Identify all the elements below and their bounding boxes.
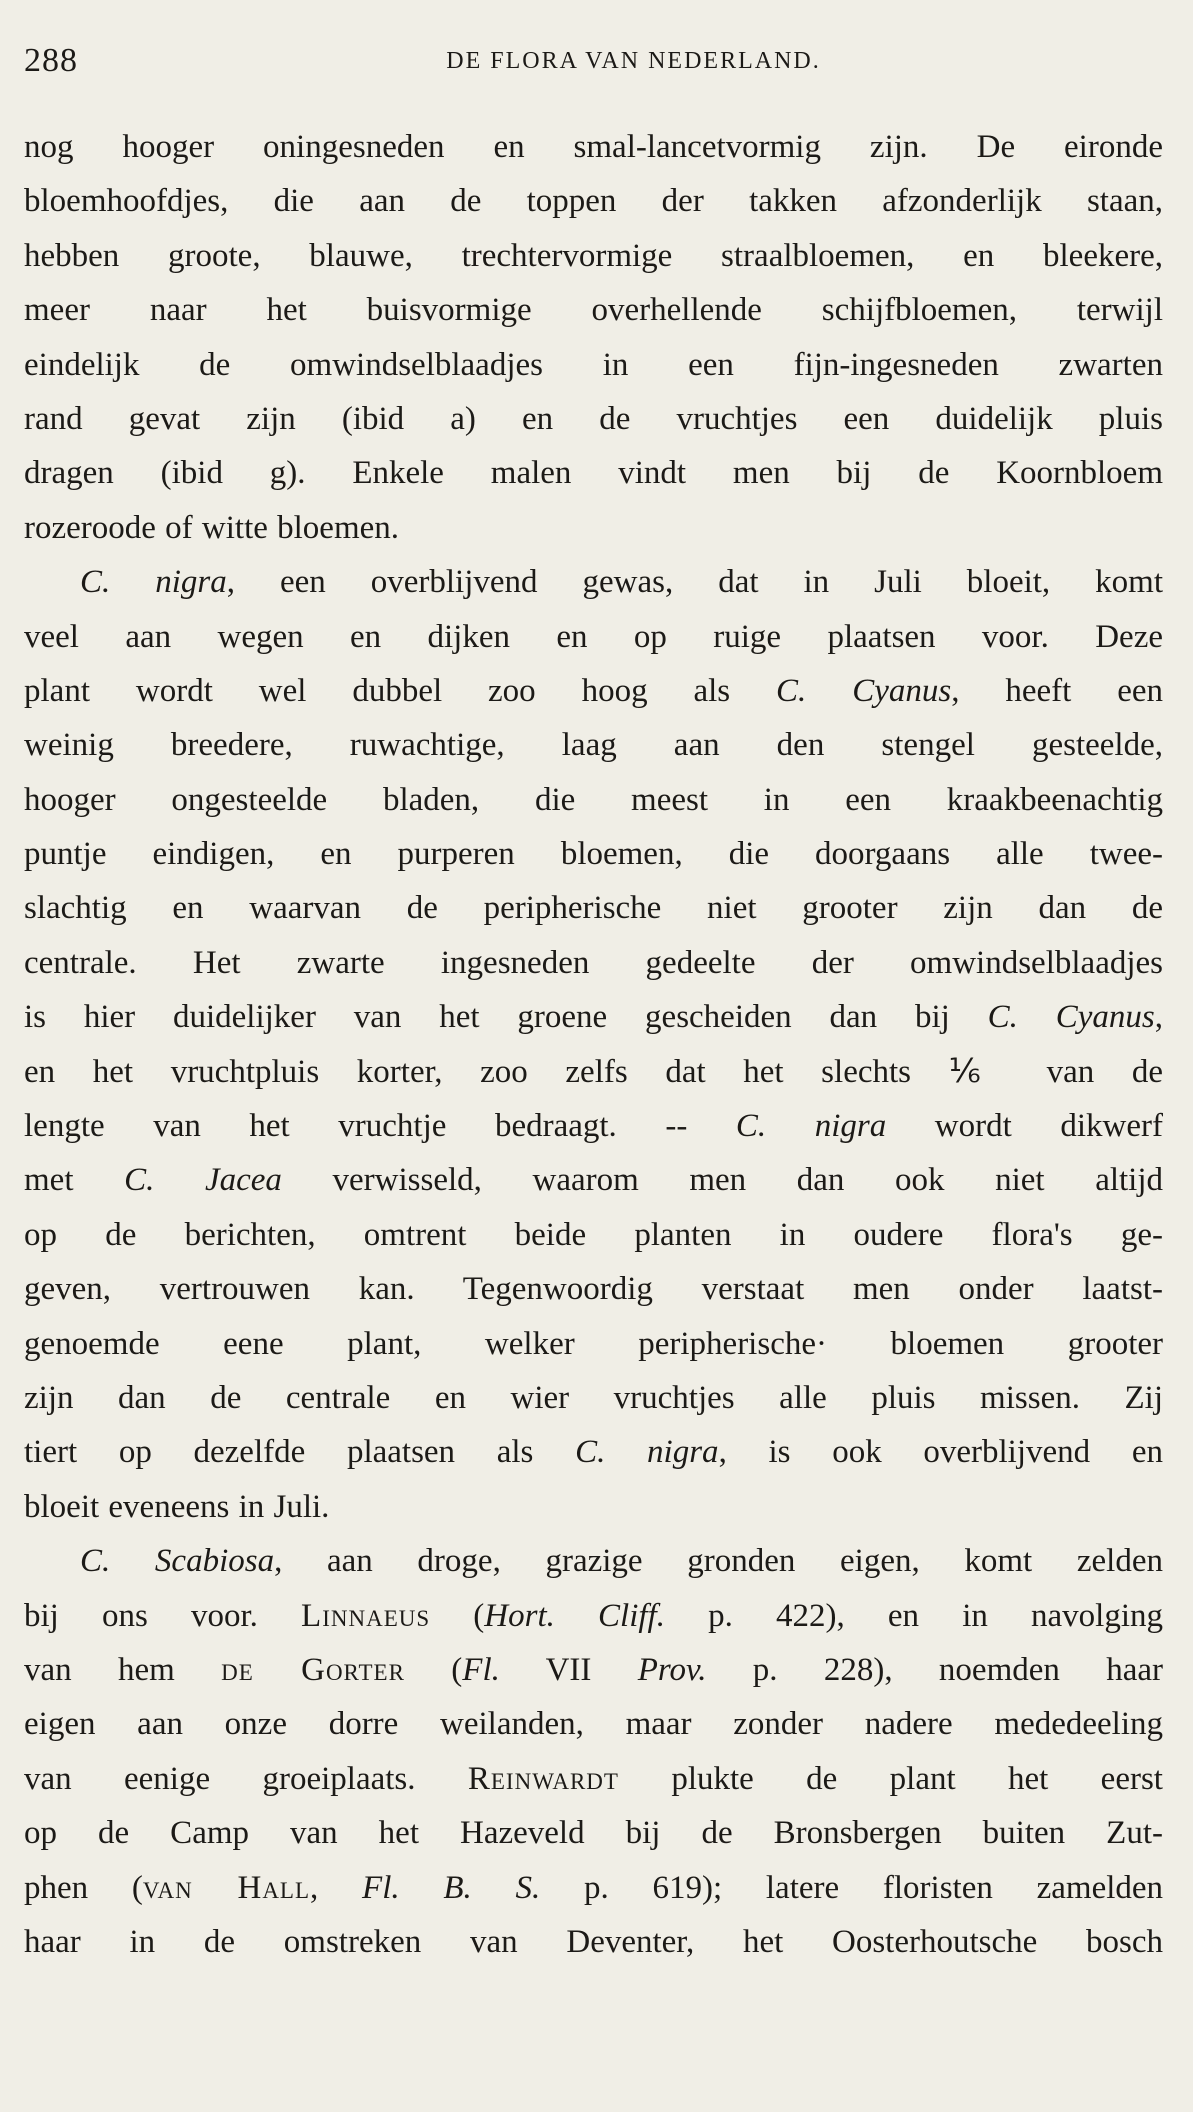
text-line <box>24 229 1163 283</box>
text-segment: VII <box>499 1651 638 1688</box>
text-line <box>24 1861 1163 1915</box>
text-segment: bloeit eveneens in Juli. <box>24 1488 330 1525</box>
text-line <box>24 881 1163 935</box>
text-segment: en het vruchtpluis korter, zoo zelfs dat het slechts ⅙ van de <box>24 1053 1163 1090</box>
text-segment: bij ons voor. <box>24 1597 302 1634</box>
text-segment: plukte de plant het eerst <box>618 1760 1163 1797</box>
text-segment: bloemhoofdjes, die aan de toppen der takken afzonderlijk staan, <box>24 183 1163 220</box>
text-line <box>24 664 1163 718</box>
text-line <box>24 1153 1163 1207</box>
text-segment: verwisseld, waarom men dan ook niet altijd <box>281 1162 1163 1199</box>
italic-text: C. nigra <box>735 1108 887 1145</box>
text-segment: , <box>1154 999 1163 1036</box>
text-segment: plant wordt wel dubbel zoo hoog als <box>24 672 777 709</box>
text-segment: weinig breedere, ruwachtige, laag aan den stengel gesteelde, <box>24 727 1163 764</box>
small-caps-name: de Gorter <box>221 1651 405 1688</box>
italic-text: Fl. B. S. <box>362 1869 541 1906</box>
text-line <box>24 392 1163 446</box>
text-line <box>24 936 1163 990</box>
italic-text: C. nigra <box>575 1434 719 1471</box>
text-line <box>24 773 1163 827</box>
text-segment: hebben groote, blauwe, trechtervormige straalbloemen, en bleekere, <box>24 237 1163 274</box>
text-segment: veel aan wegen en dijken en op ruige plaatsen voor. Deze <box>24 618 1163 655</box>
text-segment: , aan droge, grazige gronden eigen, komt zelden <box>274 1543 1163 1580</box>
text-line <box>24 555 1163 609</box>
text-segment: hooger ongesteelde bladen, die meest in een kraakbeenachtig <box>24 781 1163 818</box>
text-line <box>24 1262 1163 1316</box>
text-line <box>24 1480 1163 1534</box>
running-title: DE FLORA VAN NEDERLAND. <box>446 48 821 74</box>
text-segment: p. 422), en in navolging <box>664 1597 1163 1634</box>
text-line <box>24 1099 1163 1153</box>
text-line <box>24 1589 1163 1643</box>
text-line <box>24 1643 1163 1697</box>
italic-text: Fl. <box>462 1651 500 1688</box>
italic-text: C. Scabiosa <box>80 1543 275 1580</box>
text-segment: genoemde eene plant, welker peripherische· bloemen grooter <box>24 1325 1163 1362</box>
page-number: 288 <box>24 42 78 79</box>
text-segment: lengte van het vruchtje bedraagt. -- <box>24 1108 736 1145</box>
text-segment: is hier duidelijker van het groene gescheiden dan bij <box>24 999 988 1036</box>
text-line <box>24 1697 1163 1751</box>
text-segment: op de berichten, omtrent beide planten in oudere flora's ge- <box>24 1216 1163 1253</box>
text-segment: centrale. Het zwarte ingesneden gedeelte der omwindselblaadjes <box>24 944 1163 981</box>
text-segment: p. 228), noemden haar <box>706 1651 1163 1688</box>
text-line <box>24 283 1163 337</box>
text-segment: , <box>310 1869 363 1906</box>
text-line <box>24 1425 1163 1479</box>
italic-text: C. Jacea <box>124 1162 282 1199</box>
text-segment: nog hooger oningesneden en smal-lancetvormig zijn. De eironde <box>24 129 1163 165</box>
text-segment: zijn dan de centrale en wier vruchtjes alle pluis missen. Zij <box>24 1379 1163 1416</box>
text-segment: puntje eindigen, en purperen bloemen, die doorgaans alle twee- <box>24 836 1163 873</box>
text-segment: ( <box>404 1651 463 1688</box>
text-line <box>24 1208 1163 1262</box>
page-header <box>24 40 1163 80</box>
text-segment: van eenige groeiplaats. <box>24 1760 468 1797</box>
text-line <box>24 1752 1163 1806</box>
text-line <box>24 1915 1163 1969</box>
text-line <box>24 174 1163 228</box>
text-line <box>24 1045 1163 1099</box>
small-caps-name: Reinwardt <box>467 1760 619 1797</box>
text-line <box>24 827 1163 881</box>
text-segment: haar in de omstreken van Deventer, het Oosterhoutsche bosch <box>24 1923 1163 1960</box>
small-caps-name: Linnaeus <box>301 1597 431 1634</box>
text-segment: eindelijk de omwindselblaadjes in een fijn-ingesneden zwarten <box>24 346 1163 383</box>
text-segment: dragen (ibid g). Enkele malen vindt men bij de Koornbloem <box>24 455 1163 492</box>
text-line <box>24 501 1163 555</box>
text-segment: geven, vertrouwen kan. Tegenwoordig verstaat men onder laatst- <box>24 1271 1163 1308</box>
text-line <box>24 1371 1163 1425</box>
text-segment: p. 619); latere floristen zamelden <box>540 1869 1163 1906</box>
small-caps-name: van Hall <box>142 1869 311 1906</box>
text-line <box>24 990 1163 1044</box>
text-segment: meer naar het buisvormige overhellende schijfbloemen, terwijl <box>24 292 1163 329</box>
text-line <box>24 718 1163 772</box>
text-segment: wordt dikwerf <box>886 1108 1163 1145</box>
text-segment: rand gevat zijn (ibid a) en de vruchtjes een duidelijk pluis <box>24 400 1163 437</box>
italic-text: Hort. Cliff. <box>484 1597 665 1634</box>
body-text <box>24 120 1163 1969</box>
italic-text: C. nigra <box>80 564 227 601</box>
text-line <box>24 1317 1163 1371</box>
text-segment: phen ( <box>24 1869 143 1906</box>
text-line <box>24 120 1163 174</box>
text-line <box>24 610 1163 664</box>
text-segment: tiert op dezelfde plaatsen als <box>24 1434 576 1471</box>
text-segment: rozeroode of witte bloemen. <box>24 509 400 546</box>
text-segment: op de Camp van het Hazeveld bij de Bronsbergen buiten Zut- <box>24 1815 1163 1852</box>
text-segment: slachtig en waarvan de peripherische niet grooter zijn dan de <box>24 890 1163 927</box>
text-line <box>24 446 1163 500</box>
text-segment: , is ook overblijvend en <box>718 1434 1163 1471</box>
italic-text: C. Cyanus <box>987 999 1155 1036</box>
text-segment: met <box>24 1162 125 1199</box>
text-line <box>24 338 1163 392</box>
italic-text: C. Cyanus <box>776 672 952 709</box>
text-segment: , heeft een <box>951 672 1163 709</box>
text-segment: ( <box>430 1597 485 1634</box>
italic-text: Prov. <box>637 1651 707 1688</box>
text-segment: eigen aan onze dorre weilanden, maar zonder nadere mededeeling <box>24 1706 1163 1743</box>
text-segment: van hem <box>24 1651 222 1688</box>
text-line <box>24 1534 1163 1588</box>
text-segment: , een overblijvend gewas, dat in Juli bloeit, komt <box>226 564 1163 601</box>
text-line <box>24 1806 1163 1860</box>
